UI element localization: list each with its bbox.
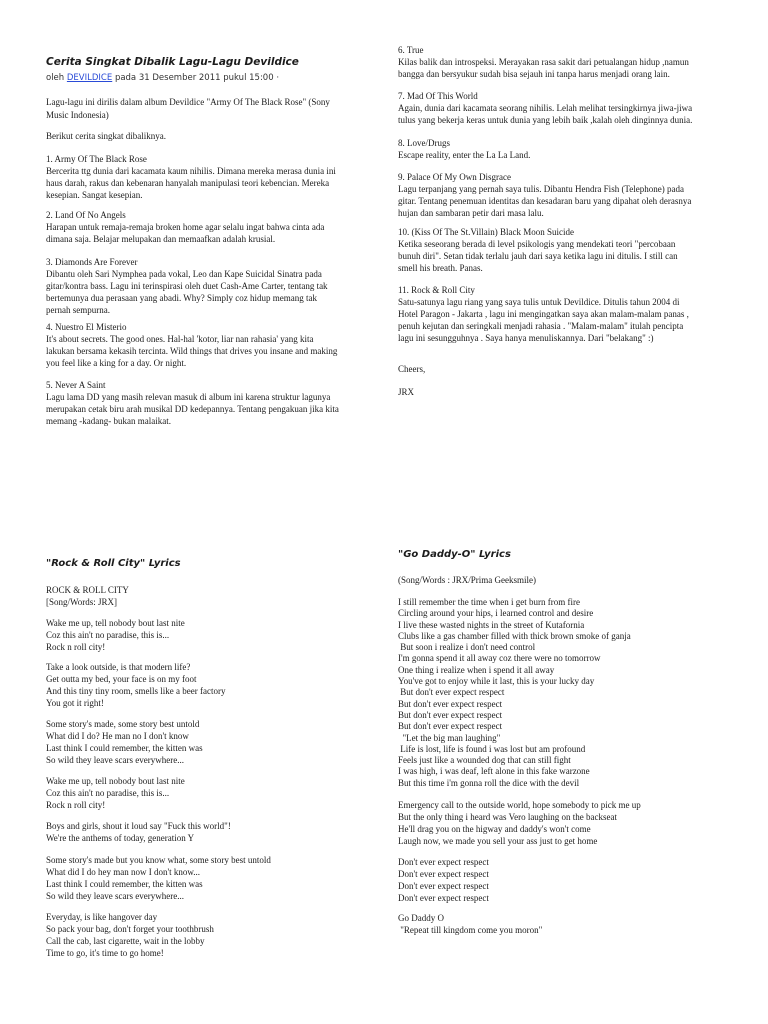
author-link[interactable]: DEVILDICE	[66, 73, 113, 83]
track-6	[398, 44, 748, 80]
description-line: Hotel Paragon - Jakarta , lagu ini mengingatkan saya akan malam-malam panas ,	[398, 309, 689, 319]
lyric-line: I still remember the time when i get burn from fire	[398, 597, 580, 607]
description-line: Harapan untuk remaja-remaja broken home agar selalu ingat bahwa cinta ada	[46, 222, 325, 232]
description-line: gitar. Tentang penemuan identitas dan kesadaran baru yang dipahat oleh derasnya	[398, 196, 692, 206]
lyric-line: Time to go, it's time to go home!	[46, 948, 164, 958]
byline-prefix: oleh	[46, 73, 65, 83]
lyric-line: Life is lost, life is found i was lost but am profound	[398, 743, 586, 754]
lyric-line: "Repeat till kingdom come you moron"	[398, 925, 543, 935]
lyric-line: One thing i realize when i spend it all away	[398, 664, 555, 675]
lyric-line: We're the anthems of today, generation Y	[46, 833, 195, 843]
lyric-line: So wild they leave scars everywhere...	[46, 891, 184, 901]
description-line: Dibantu oleh Sari Nymphea pada vokal, Leo dan Kape Suicidal Sinatra pada	[46, 269, 322, 279]
stanza	[46, 584, 386, 608]
lyric-line: Wake me up, tell nobody bout last nite	[46, 618, 185, 628]
byline-date: pada 31 Desember 2011 pukul 15:00 ·	[114, 73, 280, 83]
description-line: kesepian. Sangat kesepian.	[46, 190, 143, 200]
description-line: Lagu terpanjang yang pernah saya tulis. Dibantu Hendra Fish (Telephone) pada	[398, 184, 685, 194]
lyric-line: I live these wasted nights in the street of Kutafornia	[398, 619, 585, 630]
lyric-line: Coz this ain't no paradise, this is...	[46, 630, 170, 640]
track-title: 7. Mad Of This World	[398, 91, 478, 101]
track-description	[398, 102, 748, 126]
lyric-line: Some story's made, some story best untold	[46, 719, 200, 729]
stanza	[398, 912, 748, 936]
track-description	[398, 149, 748, 161]
lyric-line: But don't ever expect respect	[398, 687, 505, 698]
lyric-line: Wake me up, tell nobody bout last nite	[46, 776, 185, 786]
track-title: 2. Land Of No Angels	[46, 210, 126, 220]
lyric-line: And this tiny tiny room, smells like a beer factory	[46, 686, 226, 696]
description-line: dimana saja. Belajar melupakan dan memaafkan adalah krusial.	[46, 234, 276, 244]
lyric-line: Go Daddy O	[398, 913, 444, 923]
stanza	[46, 661, 386, 709]
track-5	[46, 379, 386, 427]
lyric-line: Rock n roll city!	[46, 642, 106, 652]
lead-paragraph: Berikut cerita singkat dibaliknya.	[46, 131, 166, 141]
lyric-line: Last think I could remember, the kitten was	[46, 743, 203, 753]
track-title: 10. (Kiss Of The St.Villain) Black Moon Suicide	[398, 227, 575, 237]
stanza	[46, 911, 386, 959]
lyric-line: Take a look outside, is that modern life?	[46, 662, 191, 672]
description-line: Bercerita ttg dunia dari kacamata kaum nihilis. Dimana mereka merasa dunia ini	[46, 166, 336, 176]
description-line: It's about secrets. The good ones. Hal-hal 'kotor, liar nan rahasia' yang kita	[46, 334, 314, 344]
lyric-line: Don't ever expect respect	[398, 881, 489, 891]
track-7	[398, 90, 748, 126]
track-description	[46, 268, 386, 316]
track-8	[398, 137, 748, 161]
description-line: lagu ini sesungguhnya . Saya hanya menuliskannya. Dari "belakang" :)	[398, 333, 654, 343]
lyric-line: Feels just like a wounded dog that can still fight	[398, 755, 571, 766]
lyric-line: I'm gonna spend it all away coz there were no tomorrow	[398, 653, 601, 664]
stanza	[46, 718, 386, 766]
stanza	[398, 799, 748, 847]
description-line: you feel like a king for a day. Or night.	[46, 358, 187, 368]
description-line: haus darah, rakus dan kebenaran hanyalah manipulasi teori kebencian. Mereka	[46, 178, 330, 188]
lyrics-heading: "Go Daddy-O" Lyrics	[398, 549, 511, 560]
lyric-line: Rock n roll city!	[46, 800, 106, 810]
track-title: 6. True	[398, 45, 424, 55]
lyric-line: But soon i realize i don't need control	[398, 642, 536, 653]
track-description	[398, 56, 748, 80]
track-3	[46, 256, 386, 316]
track-title: 3. Diamonds Are Forever	[46, 257, 138, 267]
description-line: penuh kejutan dan seringkali menjadi rahasia . "Malam-malam" itulah pencipta	[398, 321, 684, 331]
track-description	[398, 183, 748, 219]
track-9	[398, 171, 748, 219]
lyric-line: But don't ever expect respect	[398, 709, 503, 720]
lyric-line: [Song/Words: JRX]	[46, 597, 118, 607]
track-1	[46, 153, 386, 201]
description-line: gitar/kontra bass. Lagu ini terinspirasi oleh duet Cash-Ame Carter, tentang tak	[46, 281, 328, 291]
lyric-line: So pack your bag, don't forget your toothbrush	[46, 924, 214, 934]
track-title: 4. Nuestro El Misterio	[46, 322, 127, 332]
intro-line: Lagu-lagu ini dirilis dalam album Devildice "Army Of The Black Rose" (Sony	[46, 97, 330, 107]
lyric-line: Emergency call to the outside world, hope somebody to pick me up	[398, 800, 641, 810]
description-line: smell his breath. Panas.	[398, 263, 483, 273]
track-title: 8. Love/Drugs	[398, 138, 450, 148]
lyric-line: Boys and girls, shout it loud say "Fuck this world"!	[46, 821, 231, 831]
track-title: 5. Never A Saint	[46, 380, 106, 390]
lyric-line: But the only thing i heard was Vero laughing on the backseat	[398, 812, 618, 822]
description-line: Ketika seseorang berada di level psikologis yang mendekati teori "percobaan	[398, 239, 676, 249]
lyric-line: Some story's made but you know what, some story best untold	[46, 855, 271, 865]
stanza	[398, 597, 748, 789]
description-line: memang -kadang- bukan malaikat.	[46, 416, 171, 426]
lyric-line: But don't ever expect respect	[398, 698, 503, 709]
signoff: Cheers,	[398, 364, 426, 374]
track-description	[46, 221, 386, 245]
track-description	[46, 333, 386, 369]
track-4	[46, 321, 386, 369]
track-description	[46, 391, 386, 427]
lyric-line: What did I do? He man no I don't know	[46, 731, 189, 741]
lyric-line: ROCK & ROLL CITY	[46, 585, 129, 595]
lyric-line: So wild they leave scars everywhere...	[46, 755, 184, 765]
track-title: 9. Palace Of My Own Disgrace	[398, 172, 511, 182]
track-description	[46, 165, 386, 201]
description-line: bangga dan bersyukur sudah bisa sejauh ini tanpa harus menjadi orang lain.	[398, 69, 670, 79]
signature: JRX	[398, 387, 415, 397]
intro-paragraph	[46, 96, 386, 121]
description-line: lakukan bersama kekasih tercinta. Wild things that drives you insane and making	[46, 346, 338, 356]
lyric-line: But this time i'm gonna roll the dice with the devil	[398, 777, 580, 788]
track-2	[46, 209, 386, 245]
lyric-line: He'll drag you on the higway and daddy's won't come	[398, 824, 591, 834]
stanza	[46, 854, 386, 902]
description-line: Escape reality, enter the La La Land.	[398, 150, 531, 160]
track-11	[398, 284, 748, 344]
lyric-line: But don't ever expect respect	[398, 721, 503, 732]
lyric-line: Last think I could remember, the kitten was	[46, 879, 203, 889]
lyric-line: Don't ever expect respect	[398, 893, 489, 903]
description-line: hujan dan sambaran petir dari masa lalu.	[398, 208, 544, 218]
lyric-line: Everyday, is like hangover day	[46, 912, 158, 922]
stanza	[46, 775, 386, 811]
lyric-line: Coz this ain't no paradise, this is...	[46, 788, 170, 798]
stanza	[46, 820, 386, 844]
track-title: 11. Rock & Roll City	[398, 285, 475, 295]
track-description	[398, 238, 748, 274]
lyric-line: Get outta my bed, your face is on my foot	[46, 674, 197, 684]
lyric-line: Laugh now, we made you sell your ass just to get home	[398, 836, 598, 846]
lyrics-credit: (Song/Words : JRX/Prima Geeksmile)	[398, 575, 537, 585]
lyric-line: What did I do hey man now I don't know...	[46, 867, 201, 877]
description-line: merupakan cetak biru arah musikal DD kedepannya. Tentang pengakuan jika kita	[46, 404, 339, 414]
lyric-line: I was high, i was deaf, left alone in this fake warzone	[398, 766, 590, 777]
description-line: tulus yang bekerja keras untuk dunia yang lebih baik ,kalah oleh dinginnya dunia.	[398, 115, 693, 125]
stanza	[398, 856, 748, 904]
lyric-line: Circling around your hips, i learned control and desire	[398, 608, 594, 619]
track-description	[398, 296, 748, 344]
description-line: Again, dunia dari kacamata seorang nihilis. Lelah melihat tersingkirnya jiwa-jiwa	[398, 103, 693, 113]
lyric-line: Don't ever expect respect	[398, 857, 489, 867]
stanza	[46, 617, 386, 653]
description-line: bertemunya dua perasaan yang abadi. Why? Simply coz hidup memang tak	[46, 293, 317, 303]
byline	[46, 72, 386, 84]
description-line: Lagu lama DD yang masih relevan masuk di album ini karena struktur lagunya	[46, 392, 331, 402]
description-line: bunuh diri". Setan tidak terlalu jauh dari saya ketika lagu ini ditulis. I still can	[398, 251, 678, 261]
lyric-line: Call the cab, last cigarette, wait in the lobby	[46, 936, 205, 946]
lyric-line: "Let the big man laughing"	[398, 732, 501, 743]
track-title: 1. Army Of The Black Rose	[46, 154, 147, 164]
description-line: Kilas balik dan introspeksi. Merayakan rasa sakit dari petualangan hidup ,namun	[398, 57, 689, 67]
note-title: Cerita Singkat Dibalik Lagu-Lagu Devildice	[46, 56, 299, 68]
description-line: Satu-satunya lagu riang yang saya tulis untuk Devildice. Ditulis tahun 2004 di	[398, 297, 680, 307]
lyric-line: Clubs like a gas chamber filled with thick brown smoke of ganja	[398, 630, 631, 641]
lyric-line: You've got to enjoy while it last, this is your lucky day	[398, 676, 595, 687]
track-10	[398, 226, 748, 274]
lyric-line: Don't ever expect respect	[398, 869, 489, 879]
lyrics-heading: "Rock & Roll City" Lyrics	[46, 558, 181, 569]
lyric-line: You got it right!	[46, 698, 104, 708]
intro-line: Music Indonesia)	[46, 109, 109, 120]
description-line: pernah sempurna.	[46, 305, 110, 315]
